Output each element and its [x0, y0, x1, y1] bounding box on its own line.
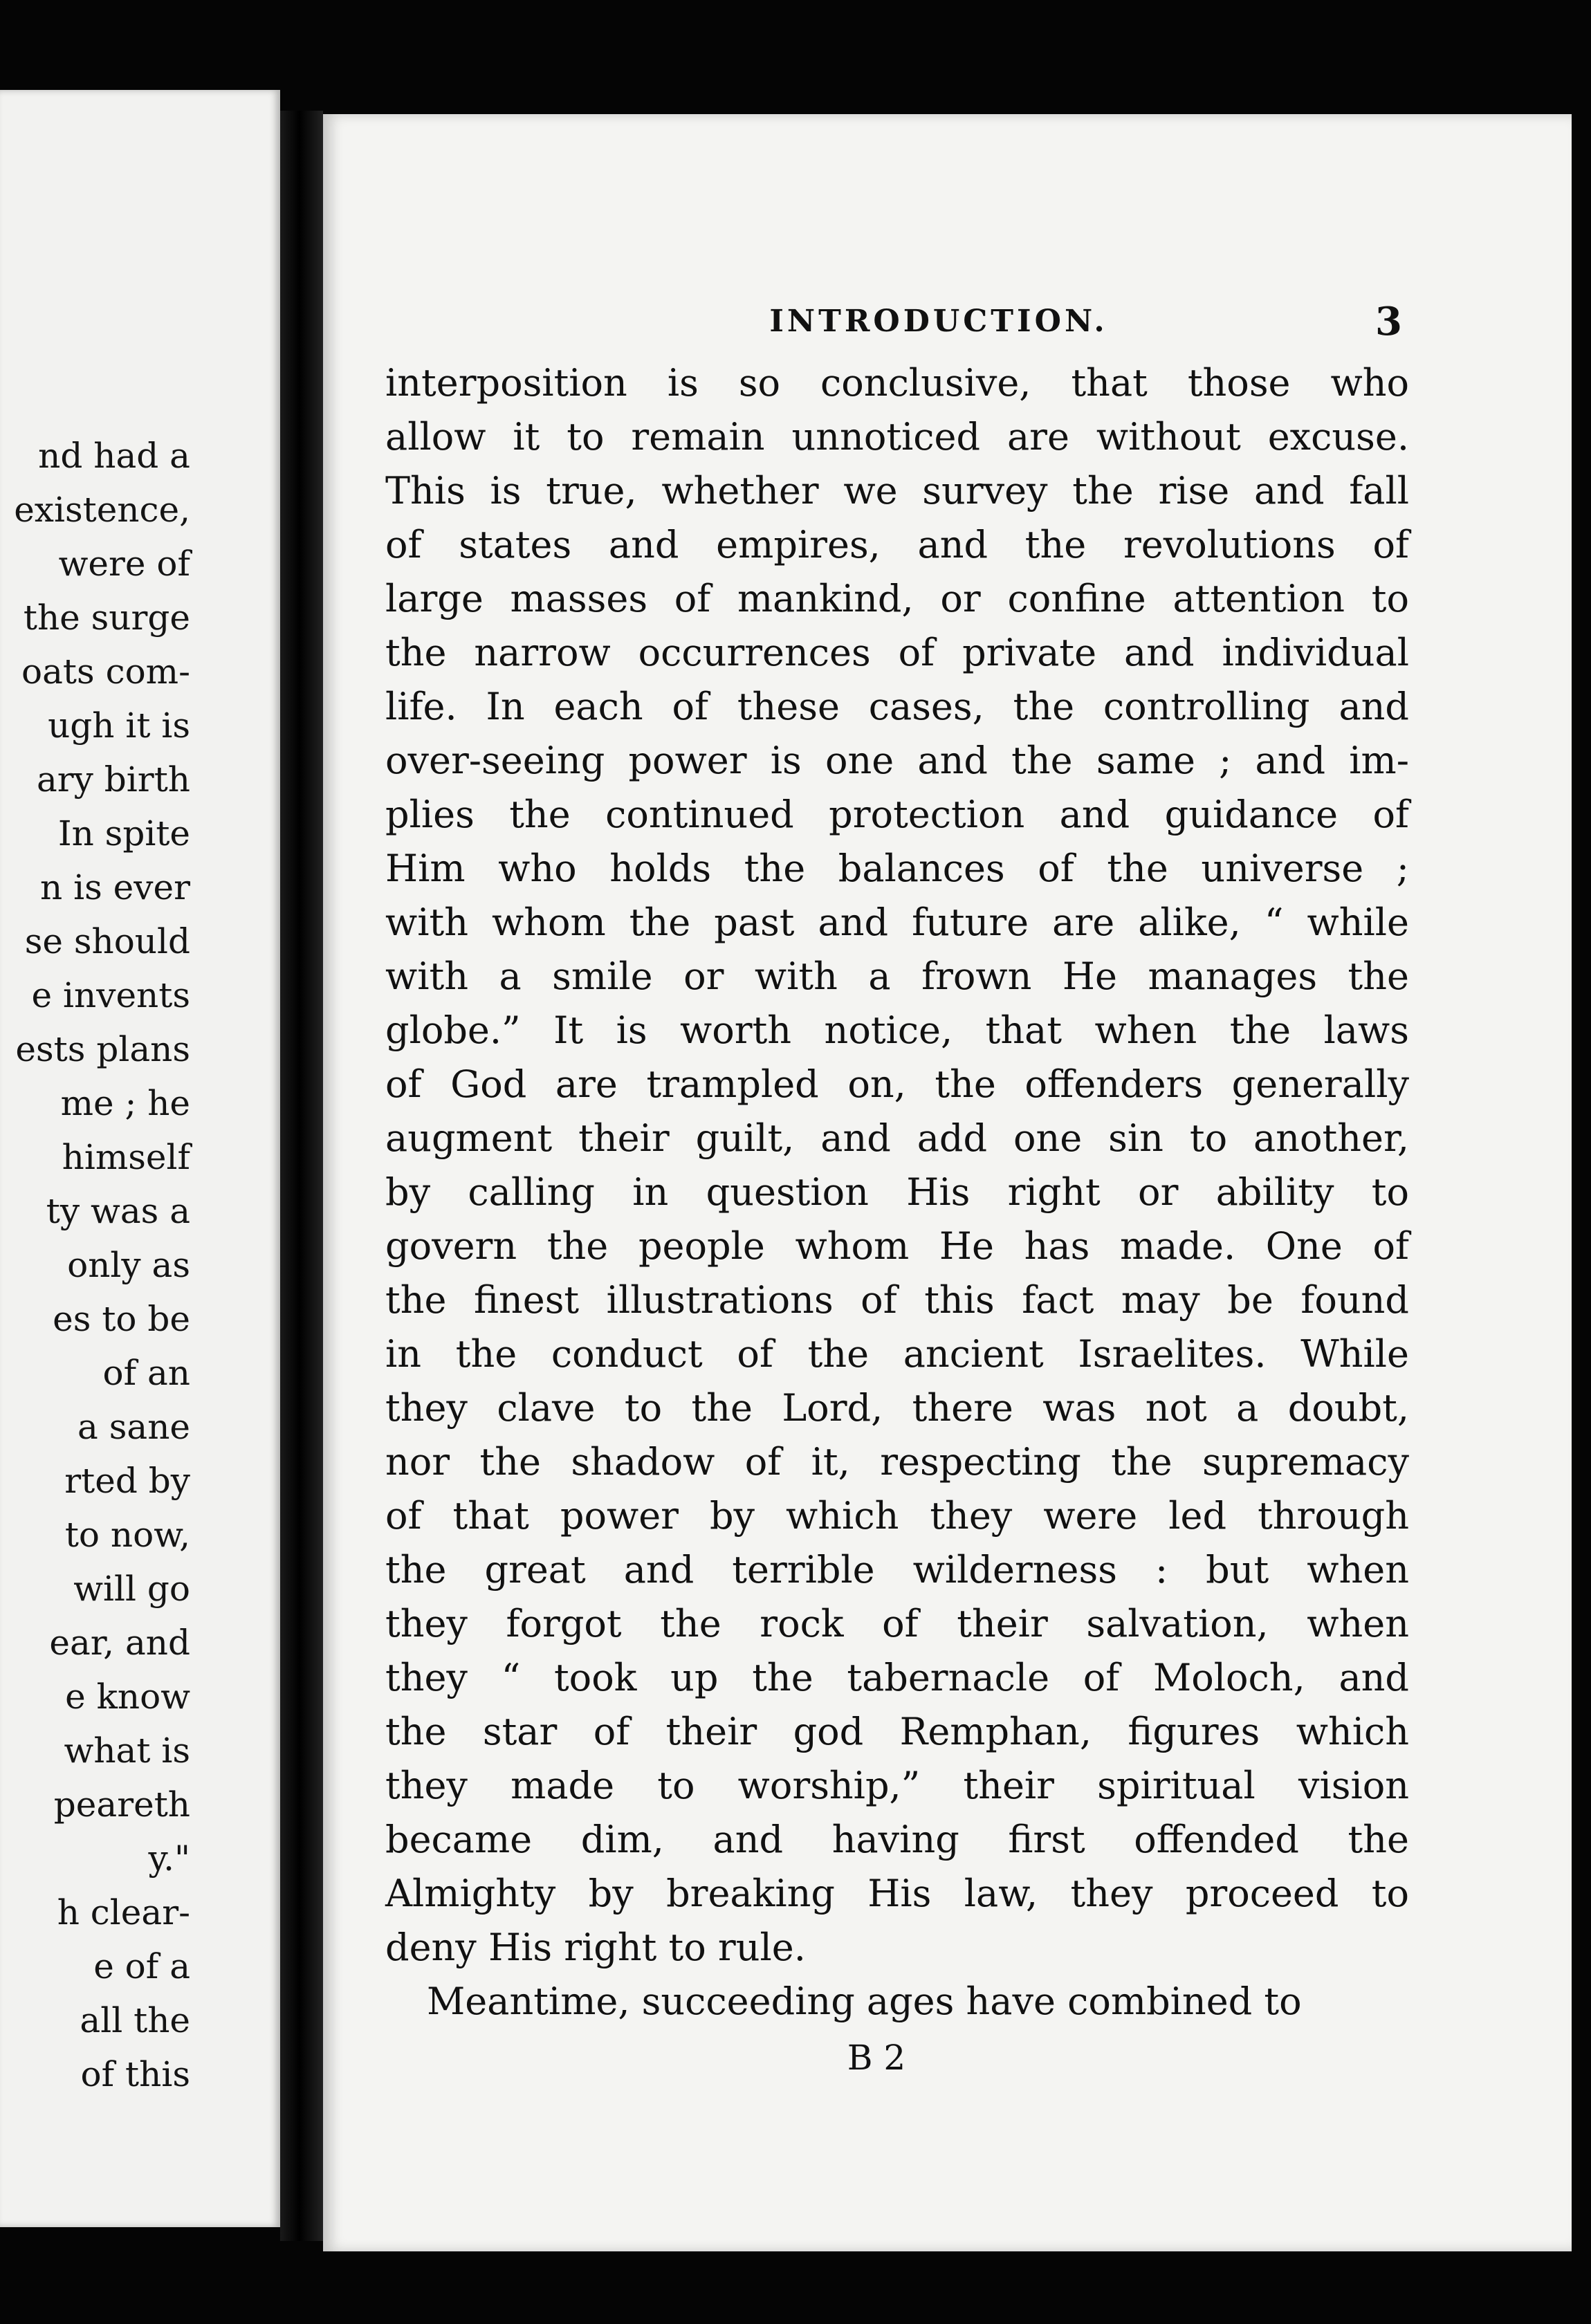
text-line: they clave to the Lord, there was not a doubt, [385, 1386, 1409, 1430]
left-text-line: peareth [53, 1784, 190, 1825]
left-text-line: h clear- [57, 1892, 190, 1933]
left-text-line: se should [24, 921, 190, 961]
text-line: of God are trampled on, the offenders generally [385, 1062, 1409, 1106]
left-text-line: e invents [31, 975, 190, 1015]
left-text-line: all the [80, 2000, 190, 2040]
left-text-line: nd had a [38, 436, 190, 476]
left-text-line: oats com- [21, 652, 190, 692]
text-line: became dim, and having first offended the [385, 1818, 1409, 1861]
left-text-line: of this [80, 2054, 190, 2094]
left-text-line: me ; he [60, 1083, 190, 1123]
text-line: they forgot the rock of their salvation, when [385, 1602, 1409, 1645]
text-line: This is true, whether we survey the rise and fall [385, 469, 1409, 513]
left-text-line: e of a [93, 1946, 190, 1986]
text-line: large masses of mankind, or confine attention to [385, 577, 1409, 620]
right-page [323, 114, 1572, 2251]
body-text [385, 356, 1409, 2029]
running-head-title: INTRODUCTION. [769, 304, 1108, 339]
text-line: by calling in question His right or ability to [385, 1170, 1409, 1214]
left-text-line: rted by [64, 1461, 190, 1501]
text-line: over-seeing power is one and the same ; and im- [385, 739, 1409, 782]
left-text-line: what is [64, 1731, 190, 1771]
page-number: 3 [1375, 299, 1402, 344]
left-page-fragment [0, 90, 280, 2227]
left-text-line: himself [62, 1137, 190, 1177]
text-line: with a smile or with a frown He manages the [385, 954, 1409, 998]
text-line: they “ took up the tabernacle of Moloch, and [385, 1656, 1409, 1699]
text-line: they made to worship,” their spiritual vision [385, 1764, 1409, 1807]
left-text-line: ear, and [49, 1623, 190, 1663]
text-line: Almighty by breaking His law, they proceed to [385, 1872, 1409, 1915]
left-text-line: will go [73, 1569, 190, 1609]
left-text-line: ary birth [36, 759, 190, 800]
text-line: govern the people whom He has made. One of [385, 1224, 1409, 1268]
text-line: Meantime, succeeding ages have combined to [427, 1980, 1302, 2023]
left-text-line: ugh it is [48, 706, 190, 746]
text-line: Him who holds the balances of the universe ; [385, 847, 1409, 890]
text-line: nor the shadow of it, respecting the supremacy [385, 1440, 1409, 1484]
text-line: the narrow occurrences of private and individual [385, 631, 1409, 674]
text-line: life. In each of these cases, the controlling and [385, 685, 1409, 728]
signature-mark: B 2 [847, 2038, 906, 2078]
text-line: of that power by which they were led through [385, 1494, 1409, 1538]
left-text-line: ests plans [15, 1029, 190, 1069]
left-text-line: existence, [14, 490, 190, 530]
text-line: the finest illustrations of this fact may be found [385, 1278, 1409, 1322]
left-text-line: were of [58, 544, 190, 584]
left-text-line: only as [67, 1245, 190, 1285]
book-spine [280, 111, 323, 2241]
text-line: globe.” It is worth notice, that when the laws [385, 1008, 1409, 1052]
text-line: deny His right to rule. [385, 1926, 806, 1969]
left-text-line: e know [65, 1677, 190, 1717]
text-line: augment their guilt, and add one sin to another, [385, 1116, 1409, 1160]
left-text-line: the surge [23, 598, 190, 638]
text-line: plies the continued protection and guidance of [385, 793, 1409, 836]
left-text-line: ty was a [46, 1191, 190, 1231]
text-line: with whom the past and future are alike, “ while [385, 901, 1409, 944]
text-line: of states and empires, and the revolutions of [385, 523, 1409, 566]
text-line: in the conduct of the ancient Israelites. While [385, 1332, 1409, 1376]
left-text-line: y." [148, 1838, 190, 1879]
running-head [323, 294, 1572, 349]
text-line: the great and terrible wilderness : but when [385, 1548, 1409, 1592]
text-line: interposition is so conclusive, that those who [385, 361, 1409, 405]
left-text-line: es to be [53, 1299, 190, 1339]
left-text-line: In spite [57, 813, 190, 854]
left-text-line: to now, [64, 1515, 190, 1555]
left-text-line: of an [102, 1353, 190, 1393]
left-text-line: a sane [77, 1407, 190, 1447]
text-line: allow it to remain unnoticed are without excuse. [385, 415, 1409, 459]
left-text-line: n is ever [40, 867, 190, 907]
left-page-text [14, 429, 190, 2101]
text-line: the star of their god Remphan, figures which [385, 1710, 1409, 1753]
